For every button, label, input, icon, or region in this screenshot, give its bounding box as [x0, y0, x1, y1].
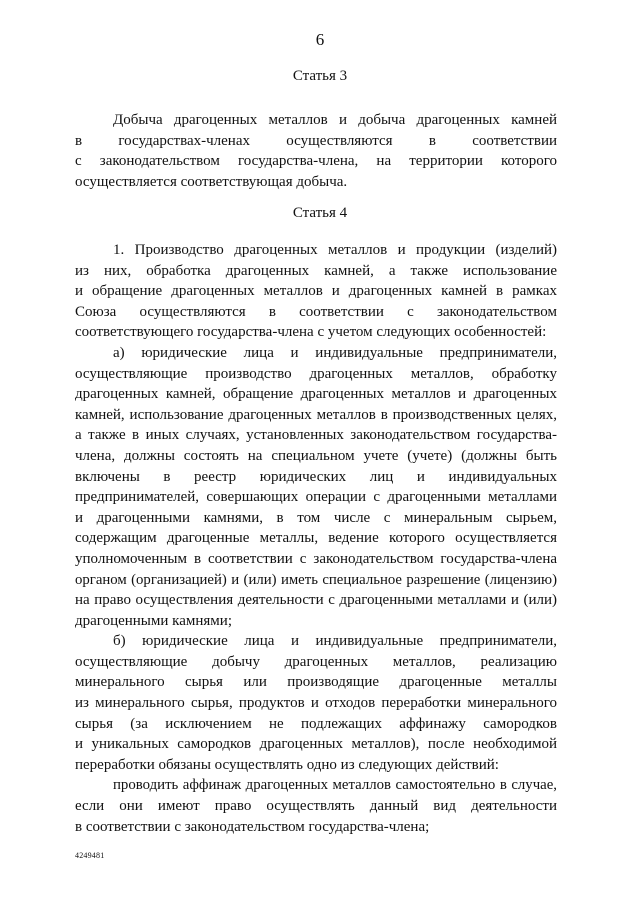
article-4-line: и обращение драгоценных металлов и драгоценных камней в рамках — [75, 283, 557, 300]
article-4-line: драгоценными камнями; — [75, 612, 232, 629]
article-3-title: Статья 3 — [292, 68, 348, 84]
article-4-line: минерального сырья или производящие драгоценные металлы — [75, 674, 557, 691]
article-4-line: органом (организацией) и (или) иметь специальное разрешение (лицензию) — [75, 571, 557, 588]
article-4-line: а) юридические лица и индивидуальные предприниматели, — [113, 344, 557, 361]
article-4-line: и драгоценными камнями, в том числе с минеральным сырьем, — [75, 509, 557, 526]
article-4-line: переработки обязаны осуществлять одно из следующих действий: — [75, 756, 499, 773]
article-4-line: проводить аффинаж драгоценных металлов самостоятельно в случае, — [113, 777, 557, 794]
article-4-line: осуществляющие производство драгоценных металлов, обработку — [75, 365, 557, 382]
article-4-line: в соответствии с законодательством государства-члена; — [75, 818, 430, 835]
article-3-line: с законодательством государства-члена, на территории которого — [75, 153, 557, 170]
article-4-line: осуществляющие добычу драгоценных металлов, реализацию — [75, 653, 557, 670]
article-4-line: из минерального сырья, продуктов и отходов переработки минерального — [75, 695, 557, 712]
article-4-line: а также в иных случаях, установленных законодательством государства- — [75, 427, 557, 444]
article-4-line: 1. Производство драгоценных металлов и продукции (изделий) — [113, 242, 557, 258]
article-4-title: Статья 4 — [292, 205, 348, 221]
article-4-line: предпринимателей, совершающих операции с драгоценными металлами — [75, 489, 557, 506]
article-4-line: члена, должны состоять на специальном учете (учете) (должны быть — [75, 447, 557, 464]
article-4-line: б) юридические лица и индивидуальные предприниматели, — [113, 633, 557, 650]
article-4-line: сырья (за исключением не подлежащих аффинажу самородков — [75, 715, 557, 732]
article-4-line: и уникальных самородков драгоценных металлов), после необходимой — [75, 736, 557, 753]
article-4-line: на право осуществления деятельности с драгоценными металлами и (или) — [75, 592, 557, 609]
article-4-line: из них, обработка драгоценных камней, а также использование — [75, 262, 557, 279]
article-4-line: камней, использование драгоценных металлов в производственных целях, — [75, 406, 557, 423]
article-4-line: драгоценных камней, обращение драгоценных металлов и драгоценных — [75, 386, 557, 403]
article-4-text — [75, 240, 557, 837]
article-3-line: Добыча драгоценных металлов и добыча драгоценных камней — [113, 112, 557, 128]
article-3-line: в государствах-членах осуществляются в соответствии — [75, 132, 557, 149]
article-4-line: если они имеют право осуществлять данный вид деятельности — [75, 798, 557, 815]
document-code: 4249481 — [75, 851, 105, 860]
article-4-line: включены в реестр юридических лиц и индивидуальных — [75, 468, 557, 485]
article-4-line: уполномоченным в соответствии с законодательством государства-члена — [75, 550, 557, 567]
article-3-line: осуществляется соответствующая добыча. — [75, 173, 348, 190]
article-4-line: Союза осуществляются в соответствии с законодательством — [75, 303, 557, 320]
article-4-line: содержащим драгоценные металлы, ведение которого осуществляется — [75, 530, 557, 547]
article-4-line: соответствующего государства-члена с учетом следующих особенностей: — [75, 324, 547, 341]
page-number: 6 — [315, 30, 325, 49]
article-3-text — [75, 110, 557, 192]
